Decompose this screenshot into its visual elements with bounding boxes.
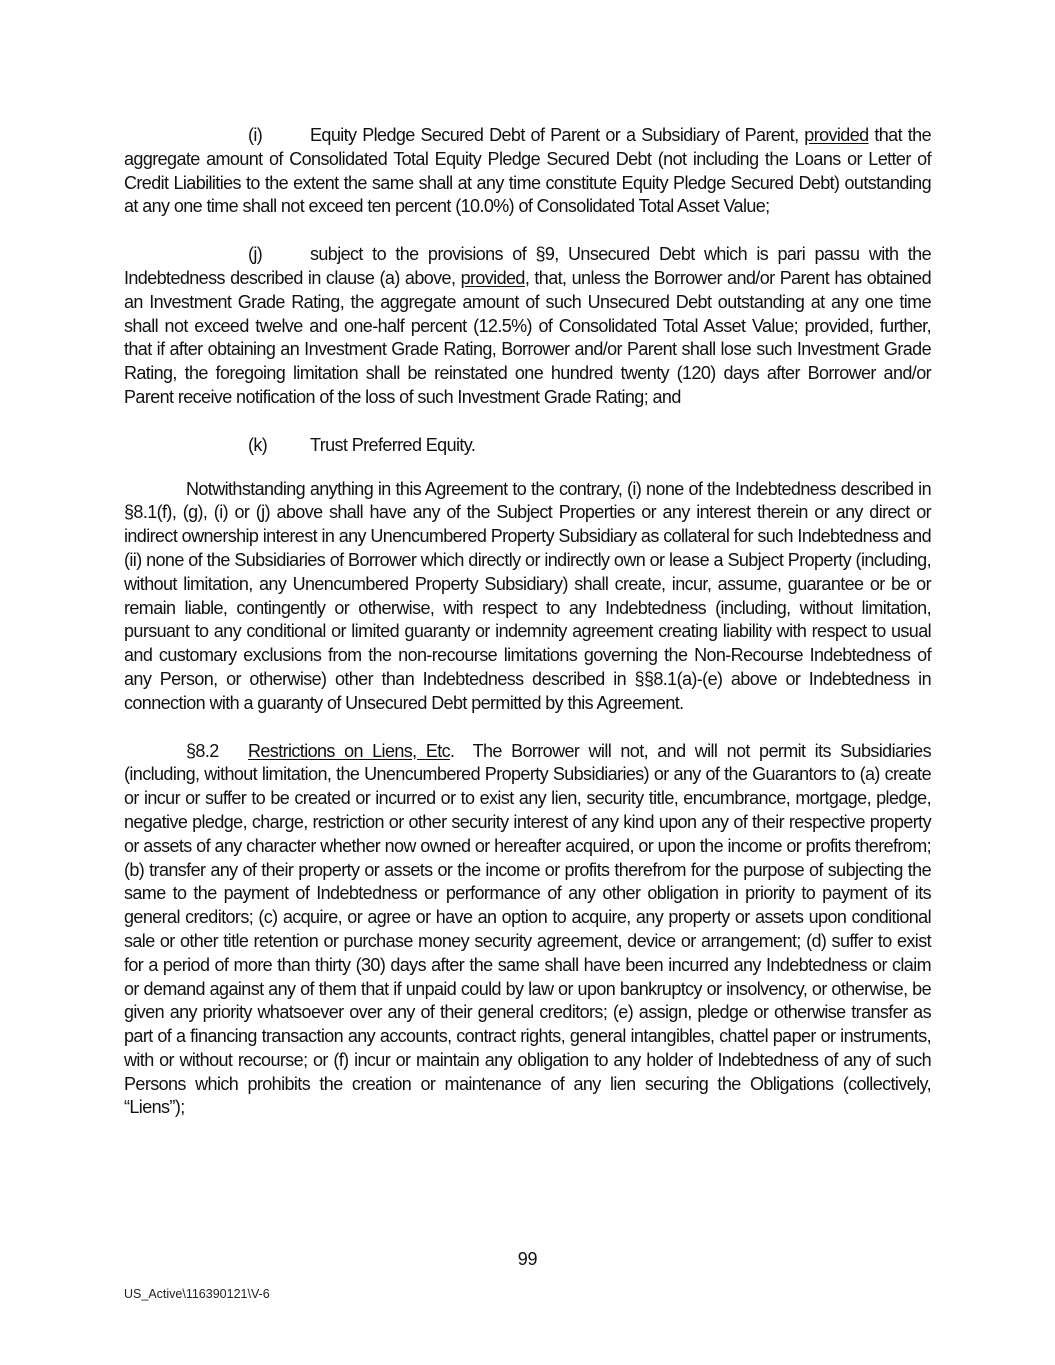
clause-i — [124, 124, 931, 219]
footer-document-id: US_Active\116390121\V-6 — [124, 1287, 270, 1301]
clause-j-text-before: subject to the provisions of §9, Unsecured Debt which is pari passu with the Indebtedness described in clause (a) above, — [124, 244, 931, 288]
clause-k — [124, 434, 931, 458]
section-heading: Restrictions on Liens, Etc — [248, 740, 451, 761]
clause-i-rest: that the aggregate amount of Consolidated Total Equity Pledge Secured Debt (not including the Loans or Letter of Credit Liabilities to the extent the same shall at any time constitute Equity Pledge Secured Debt) outstanding at any one time shall not exceed ten percent (10.0%) of Consolidated Total Asset Value; — [124, 125, 931, 217]
notwithstanding-paragraph: Notwithstanding anything in this Agreement to the contrary, (i) none of the Indebtedness described in §8.1(f), (g), (i) or (j) above shall have any of the Subject Properties or any interest therein or any direct or indirect ownership interest in any Unencumbered Property Subsidiary as collateral for such Indebtedness and (ii) none of the Subsidiaries of Borrower which directly or indirectly own or lease a Subject Property (including, without limitation, any Unencumbered Property Subsidiary) shall create, incur, assume, guarantee or be or remain liable, contingently or otherwise, with respect to any Indebtedness (including, without limitation, pursuant to any conditional or limited guaranty or indemnity agreement creating liability with respect to usual and customary exclusions from the non-recourse limitations governing the Non-Recourse Indebtedness of any Person, or otherwise) other than Indebtedness described in §§8.1(a)-(e) above or Indebtedness in connection with a guaranty of Unsecured Debt permitted by this Agreement. — [124, 478, 931, 713]
section-text: The Borrower will not, and will not permit its Subsidiaries (including, without limitation, the Unencumbered Property Subsidiaries) or any of the Guarantors to (a) create or incur or suffer to be created or incurred or to exist any lien, security title, encumbrance, mortgage, pledge, negative pledge, charge, restriction or other security interest of any kind upon any of their respective property or assets of any character whether now owned or hereafter acquired, or upon the income or profits therefrom; (b) transfer any of their property or assets or the income or profits therefrom for the purpose of subjecting the same to the payment of Indebtedness or performance of any other obligation in priority to payment of its general creditors; (c) acquire, or agree or have an option to acquire, any property or assets upon conditional sale or other title retention or purchase money security agreement, device or arrangement; (d) suffer to exist for a period of more than thirty (30) days after the same shall have been incurred any Indebtedness or claim or demand against any of them that if unpaid could by law or upon bankruptcy or insolvency, or otherwise, be given any priority whatsoever over any of their general creditors; (e) assign, pledge or otherwise transfer as part of a financing transaction any accounts, contract rights, general intangibles, chattel paper or instruments, with or without recourse; or (f) incur or maintain any obligation to any holder of Indebtedness of any of such Persons which prohibits the creation or maintenance of any lien securing the Obligations (collectively, “Liens”); — [124, 740, 936, 1118]
clause-j-provided: provided — [460, 267, 525, 288]
clause-i-text: Equity Pledge Secured Debt of Parent or a Subsidiary of Parent, — [310, 125, 805, 145]
clause-j-text-after: , that, unless the Borrower and/or Parent has obtained an Investment Grade Rating, the aggregate amount of such Unsecured Debt outstanding at any one time shall not exceed twelve and one-half percent (12.5%) of Consolidated Total Asset Value; provided, further, that if after obtaining an Investment Grade Rating, Borrower and/or Parent shall lose such Investment Grade Rating, the foregoing limitation shall be reinstated one hundred twenty (120) days after Borrower and/or Parent receive notification of the loss of such Investment Grade Rating; and — [124, 267, 931, 407]
page-number: 99 — [517, 1249, 538, 1269]
clause-j — [124, 243, 931, 410]
clause-k-text: Trust Preferred Equity. — [310, 434, 476, 455]
clause-j-label: (j) — [248, 244, 263, 265]
section-number: §8.2 — [186, 740, 219, 761]
clause-i-label: (i) — [248, 125, 263, 145]
clause-i-provided: provided — [804, 125, 869, 145]
document-page — [124, 124, 936, 1120]
section-heading-punct: . — [450, 740, 455, 761]
section-8-2 — [124, 740, 936, 1121]
clause-k-label: (k) — [248, 434, 268, 455]
